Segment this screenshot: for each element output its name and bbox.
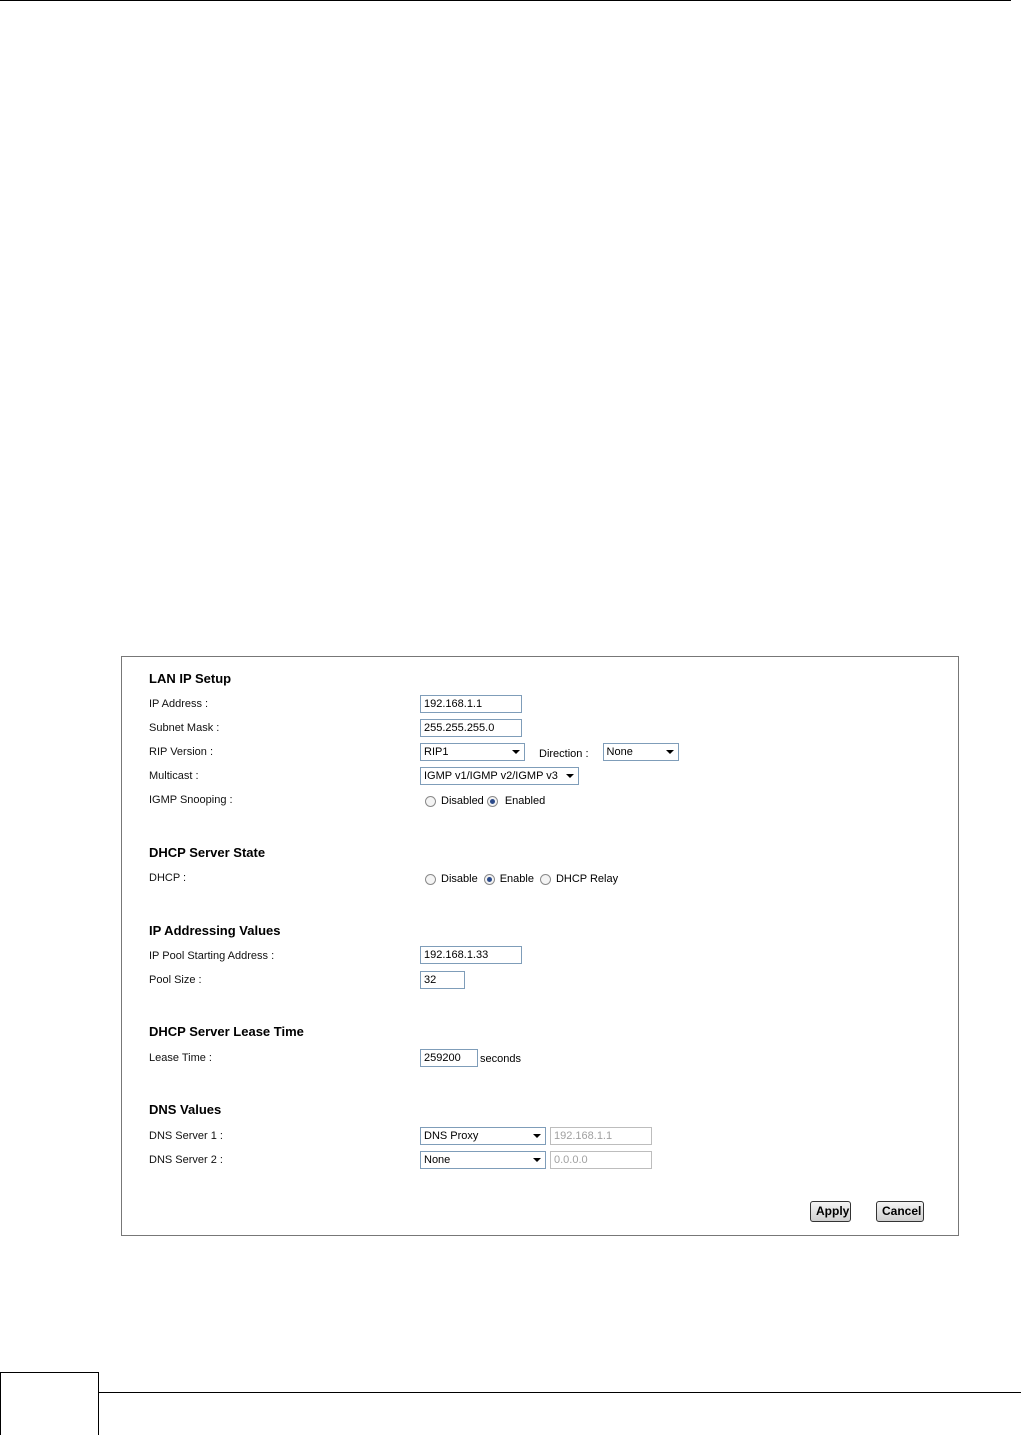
igmp-snooping-disabled-radio[interactable] <box>425 796 436 807</box>
chevron-down-icon <box>566 774 574 778</box>
dhcp-label: DHCP : <box>149 872 187 884</box>
pool-size-label: Pool Size : <box>149 974 202 986</box>
igmp-snooping-enabled-radio[interactable] <box>487 796 498 807</box>
lease-time-unit: seconds <box>480 1053 521 1065</box>
pool-start-input[interactable]: 192.168.1.33 <box>420 946 522 964</box>
dns-server-1-select[interactable] <box>420 1127 546 1145</box>
dns-server-1-label: DNS Server 1 : <box>149 1130 223 1142</box>
dhcp-enable-radio[interactable] <box>484 874 495 885</box>
direction-value: None <box>606 746 633 758</box>
apply-button[interactable]: Apply <box>810 1201 851 1222</box>
section-title-ip-addressing-values: IP Addressing Values <box>149 923 281 938</box>
igmp-snooping-label: IGMP Snooping : <box>149 794 233 806</box>
dhcp-disable-label: Disable <box>441 873 478 885</box>
rip-version-label: RIP Version : <box>149 746 213 758</box>
pool-start-label: IP Pool Starting Address : <box>149 950 275 962</box>
dns-server-1-address-input: 192.168.1.1 <box>550 1127 652 1145</box>
subnet-mask-input[interactable]: 255.255.255.0 <box>420 719 522 737</box>
multicast-label: Multicast : <box>149 770 199 782</box>
direction-label: Direction : <box>539 747 589 760</box>
dhcp-disable-radio[interactable] <box>425 874 436 885</box>
igmp-snooping-disabled-label: Disabled <box>441 795 484 807</box>
pool-size-input[interactable]: 32 <box>420 971 465 989</box>
chevron-down-icon <box>533 1134 541 1138</box>
dns-server-1-type: DNS Proxy <box>424 1130 479 1142</box>
dns-server-2-select[interactable] <box>420 1151 546 1169</box>
dhcp-relay-label: DHCP Relay <box>555 873 619 885</box>
section-title-dhcp-lease-time: DHCP Server Lease Time <box>149 1024 304 1039</box>
dhcp-enable-label: Enable <box>499 873 534 885</box>
lease-time-input[interactable]: 259200 <box>420 1049 478 1067</box>
dns-server-2-address-input: 0.0.0.0 <box>550 1151 652 1169</box>
cancel-button[interactable]: Cancel <box>876 1201 924 1222</box>
chevron-down-icon <box>512 750 520 754</box>
page-number-box <box>0 1372 99 1435</box>
multicast-value: IGMP v1/IGMP v2/IGMP v3 <box>424 770 558 782</box>
subnet-mask-label: Subnet Mask : <box>149 722 220 734</box>
section-title-lan-ip-setup: LAN IP Setup <box>149 671 232 686</box>
dns-server-2-type: None <box>424 1154 451 1166</box>
footer-rule <box>0 1392 1021 1393</box>
lan-settings-panel <box>121 656 959 1236</box>
section-title-dns-values: DNS Values <box>149 1102 222 1117</box>
ip-address-input[interactable]: 192.168.1.1 <box>420 695 522 713</box>
multicast-select[interactable] <box>420 767 579 785</box>
header-rule <box>0 0 1011 1</box>
chevron-down-icon <box>533 1158 541 1162</box>
dns-server-2-label: DNS Server 2 : <box>149 1154 223 1166</box>
rip-version-value: RIP1 <box>424 746 449 758</box>
chevron-down-icon <box>666 750 674 754</box>
dhcp-relay-radio[interactable] <box>540 874 551 885</box>
direction-select[interactable] <box>603 743 679 761</box>
section-title-dhcp-server-state: DHCP Server State <box>149 845 266 860</box>
ip-address-label: IP Address : <box>149 698 209 710</box>
lease-time-label: Lease Time : <box>149 1052 212 1064</box>
igmp-snooping-enabled-label: Enabled <box>504 795 546 807</box>
rip-version-select[interactable] <box>420 743 525 761</box>
